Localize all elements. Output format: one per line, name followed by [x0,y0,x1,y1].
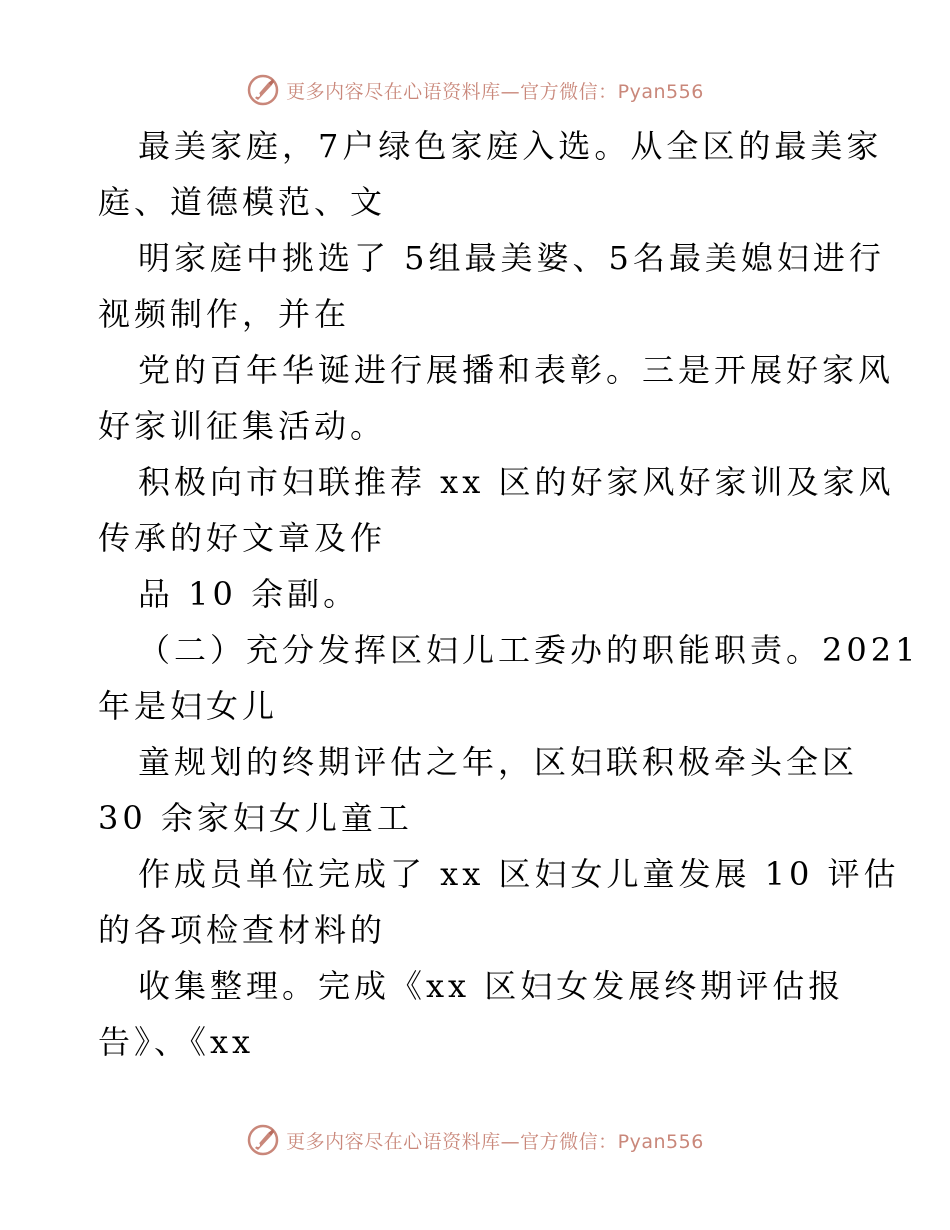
text-line: 作成员单位完成了 xx 区妇女儿童发展 10 评估 [138,855,900,893]
header-banner [0,70,950,110]
text-line: （二）充分发挥区妇儿工委办的职能职责。2021 [138,631,920,669]
text-line: 告》、《xx [98,1023,255,1061]
text-line: 的各项检查材料的 [98,911,387,949]
text-line: 视频制作，并在 [98,295,351,333]
body-text [98,118,920,1070]
text-line: 最美家庭，7户绿色家庭入选。从全区的最美家 [138,127,883,165]
text-line: 收集整理。完成《xx 区妇女发展终期评估报 [138,967,845,1005]
text-line: 好家训征集活动。 [98,407,387,445]
text-line: 传承的好文章及作 [98,519,387,557]
text-line: 明家庭中挑选了 5组最美婆、5名最美媳妇进行 [138,239,885,277]
text-line: 童规划的终期评估之年，区妇联积极牵头全区 [138,743,859,781]
text-line: 30 余家妇女儿童工 [98,799,413,837]
banner-text: 更多内容尽在心语资料库—官方微信：Pyan556 [286,1130,704,1153]
text-line: 年是妇女儿 [98,687,279,725]
banner-text: 更多内容尽在心语资料库—官方微信：Pyan556 [286,80,704,103]
text-line: 积极向市妇联推荐 xx 区的好家风好家训及家风 [138,463,895,501]
text-line: 党的百年华诞进行展播和表彰。三是开展好家风 [138,351,895,389]
quill-pen-logo-icon [246,73,280,107]
text-line: 品 10 余副。 [138,575,360,613]
footer-banner [0,1120,950,1160]
text-line: 庭、道德模范、文 [98,183,387,221]
quill-pen-logo-icon [246,1123,280,1157]
